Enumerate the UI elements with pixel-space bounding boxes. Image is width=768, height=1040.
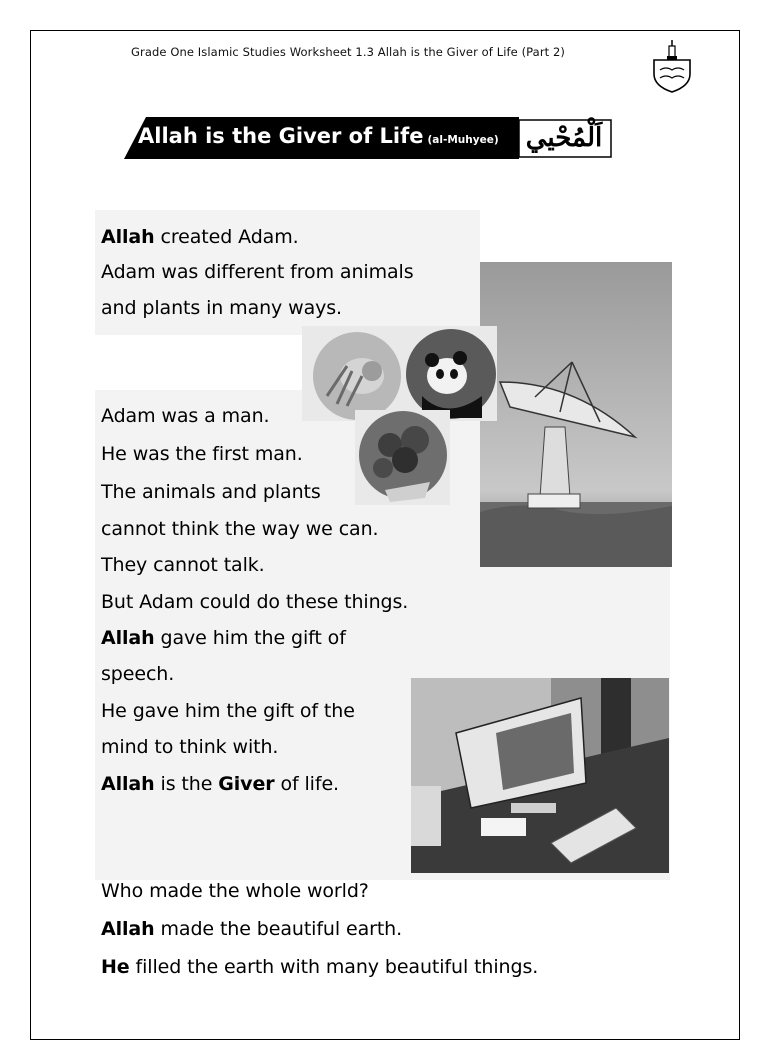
line-text: created Adam. — [154, 226, 299, 248]
panda-photo — [402, 326, 497, 421]
potted-plant-photo — [355, 410, 450, 505]
text-line-6: The animals and plants — [101, 481, 321, 503]
bold-word: Allah — [101, 627, 155, 649]
satellite-dish-photo — [480, 262, 672, 567]
text-line-13: mind to think with. — [101, 736, 279, 758]
text-line-5: He was the first man. — [101, 443, 303, 465]
text-line-8: They cannot talk. — [101, 554, 265, 576]
text-line-7: cannot think the way we can. — [101, 518, 379, 540]
arabic-title: اَلْمُحْيي — [525, 123, 603, 153]
bold-word: Allah — [101, 226, 155, 248]
line-text: is the — [154, 773, 219, 795]
text-line-10 — [101, 627, 346, 649]
text-line-16 — [101, 918, 402, 940]
computer-desk-photo — [411, 678, 669, 873]
worksheet-header: Grade One Islamic Studies Worksheet 1.3 Allah is the Giver of Life (Part 2) — [131, 45, 566, 59]
text-line-11: speech. — [101, 663, 175, 685]
bold-word: Allah — [101, 918, 155, 940]
line-text: gave him the gift of — [154, 627, 346, 649]
bold-word: Giver — [218, 773, 275, 795]
line-text: made the beautiful earth. — [154, 918, 403, 940]
line-text: of life. — [274, 773, 339, 795]
text-line-12: He gave him the gift of the — [101, 700, 355, 722]
school-crest-icon — [650, 38, 694, 94]
text-line-14 — [101, 773, 339, 795]
text-line-4: Adam was a man. — [101, 405, 270, 427]
bold-word: Allah — [101, 773, 155, 795]
text-line-3: and plants in many ways. — [101, 297, 343, 319]
text-line-15: Who made the whole world? — [101, 880, 369, 902]
text-line-2: Adam was different from animals — [101, 261, 414, 283]
page-title — [138, 124, 499, 148]
bold-word: He — [101, 956, 130, 978]
title-sub: (al-Muhyee) — [427, 134, 499, 146]
text-line-17 — [101, 956, 538, 978]
title-main: Allah is the Giver of Life — [138, 124, 424, 148]
line-text: filled the earth with many beautiful things. — [129, 956, 539, 978]
text-line-1 — [101, 226, 299, 248]
kitten-plant-photo — [302, 326, 407, 421]
text-line-9: But Adam could do these things. — [101, 591, 409, 613]
